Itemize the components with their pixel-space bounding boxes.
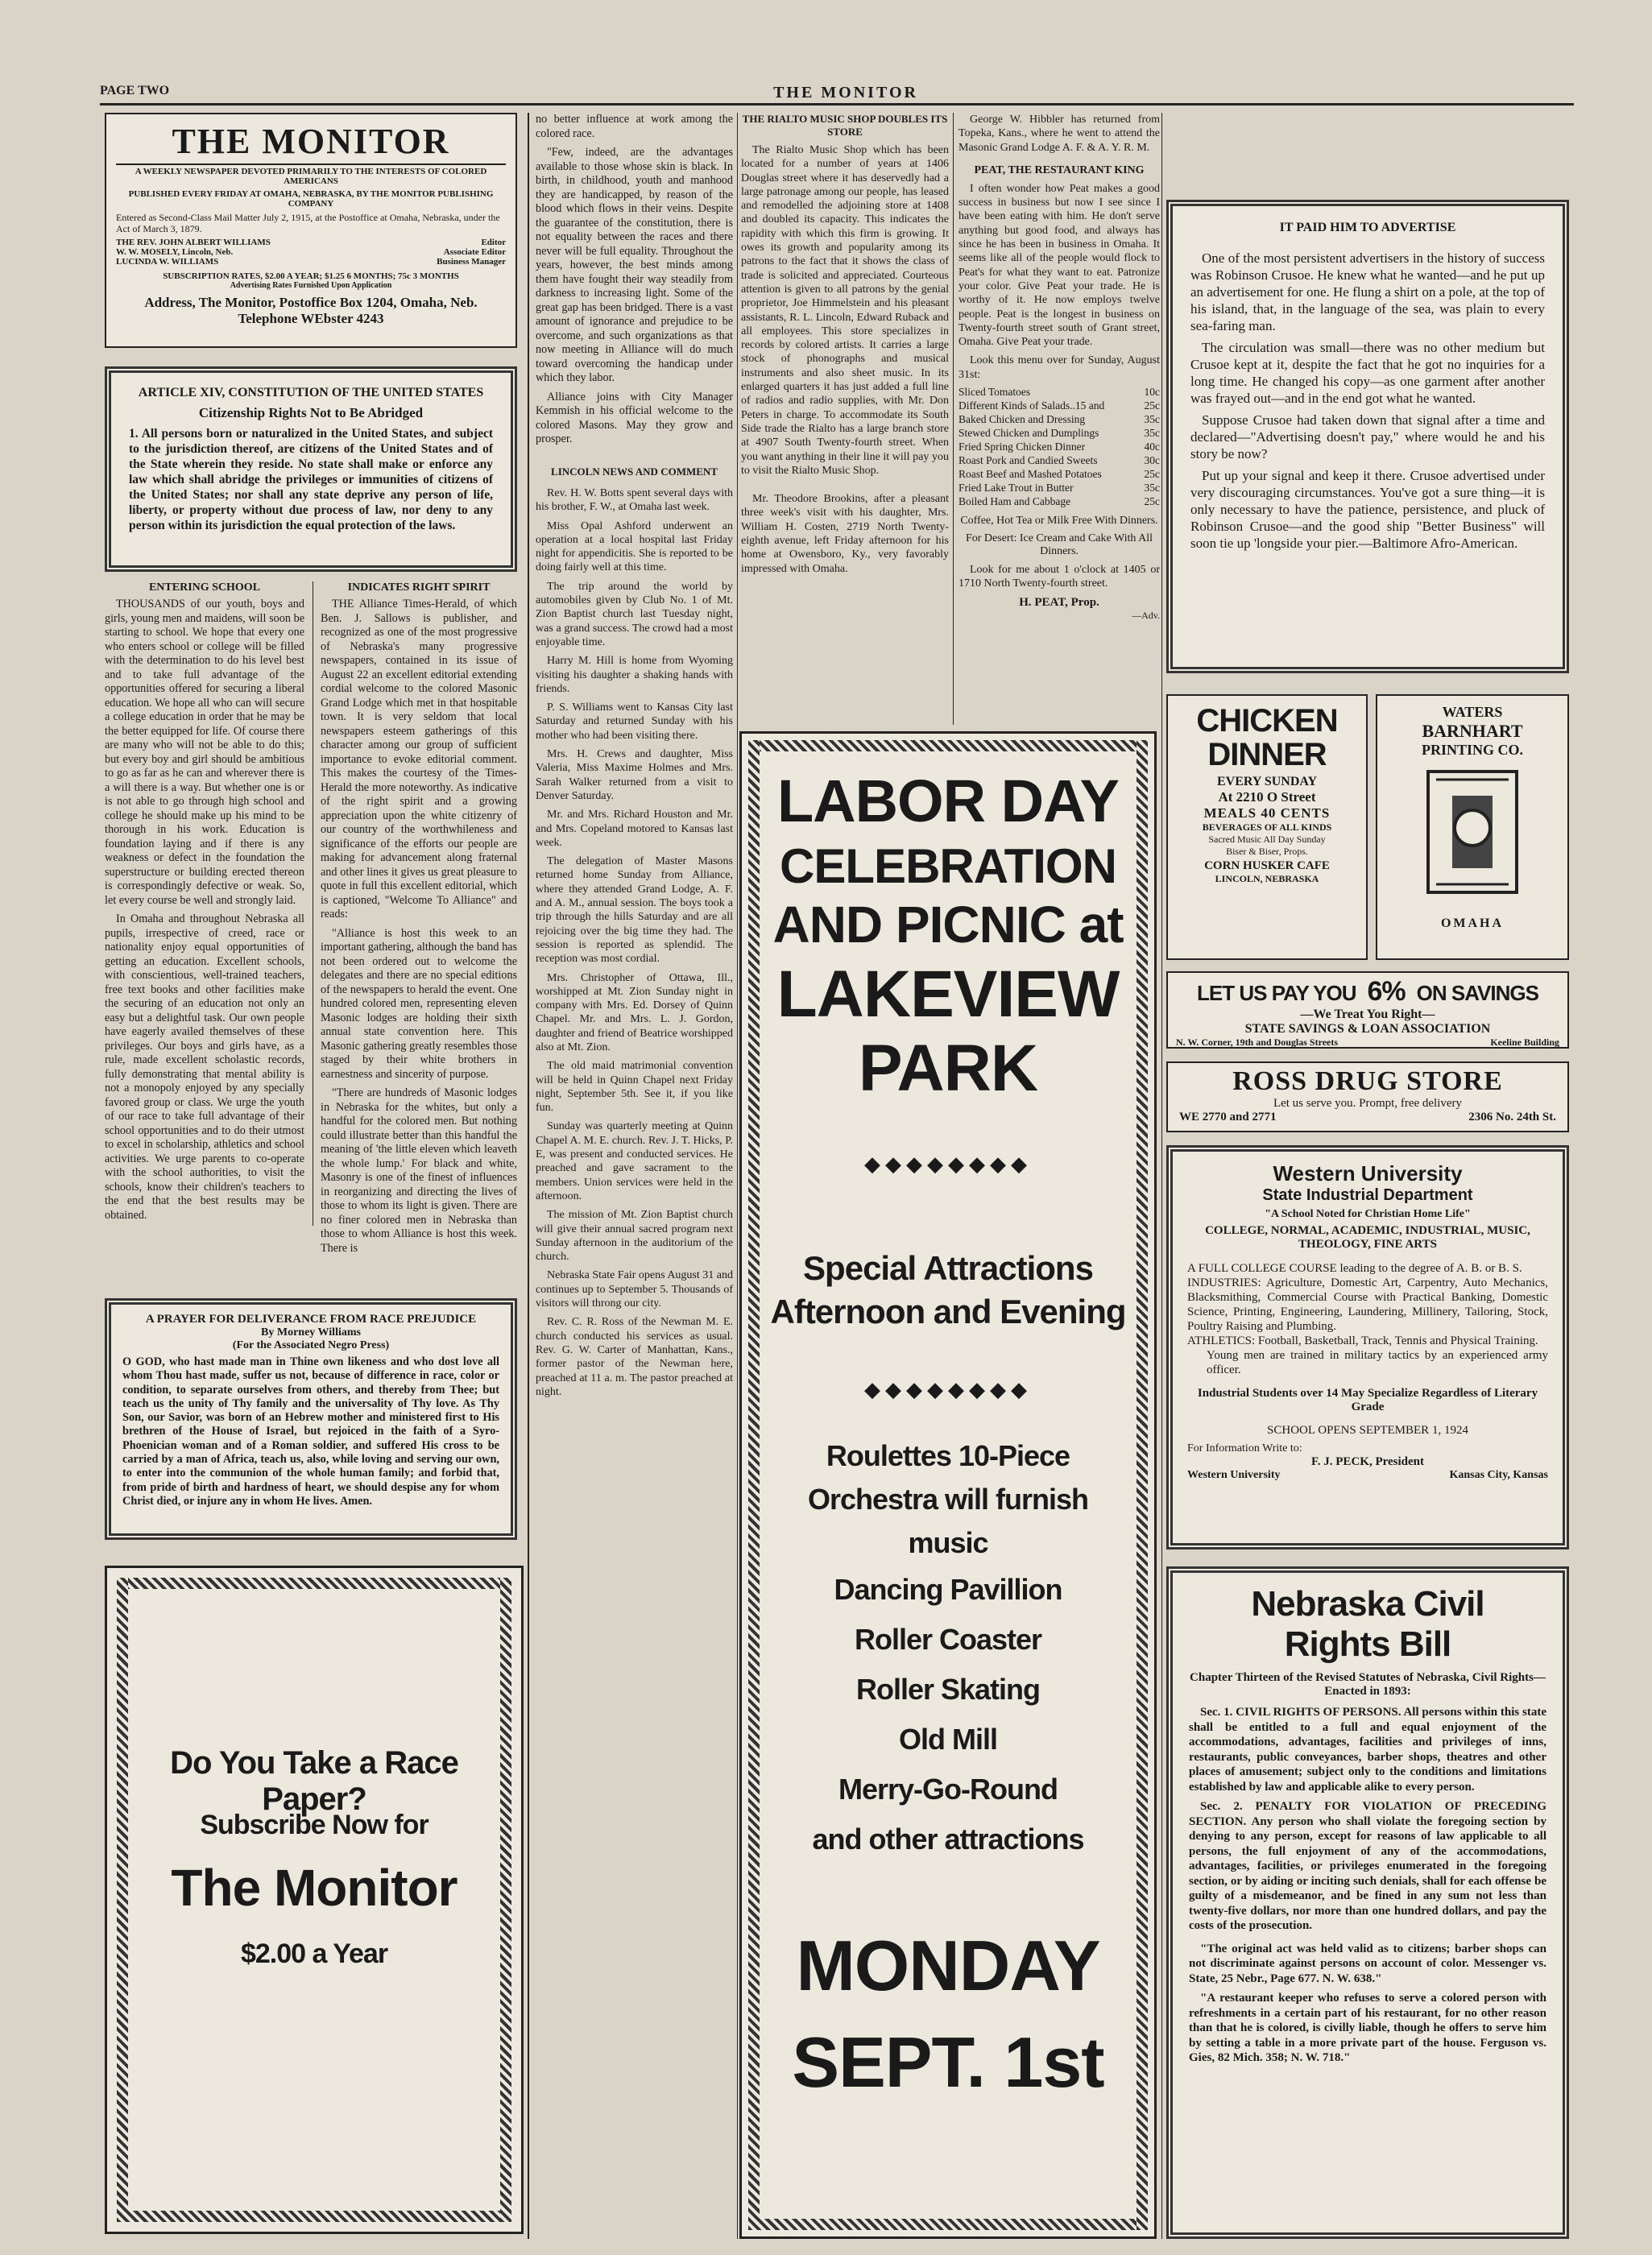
waters-line: PRINTING CO. bbox=[1421, 742, 1523, 758]
chicken-title: DINNER bbox=[1207, 737, 1327, 772]
running-head: THE MONITOR bbox=[773, 84, 918, 101]
lincoln-news-title: LINCOLN NEWS AND COMMENT bbox=[551, 465, 718, 478]
attraction: Roller Skating bbox=[855, 1673, 1041, 1706]
paragraph: "Alliance is host this week to an important gathering, although the band has not been ordered out to welcome the delegates and there are no special editions of the newspapers to herald the event. One hundred colored men, representing eleven Masonic lodges are holding their sixth annual state convention here. This Masonic gathering greatly resembles those staged by their white brothers in earnestness and sincerity of purpose. bbox=[321, 926, 517, 1081]
right-spirit-title: INDICATES RIGHT SPIRIT bbox=[347, 581, 491, 594]
ad-border-left bbox=[117, 1578, 128, 2222]
paragraph: Mr. and Mrs. Richard Houston and Mr. and Mrs. Copeland motored to Kansas last week. bbox=[536, 809, 733, 849]
peat-menu bbox=[958, 385, 1160, 508]
savings-text: ON SAVINGS bbox=[1416, 981, 1538, 1005]
chicken-music: Sacred Music All Day Sunday bbox=[1208, 834, 1326, 845]
chicken-props: Biser & Biser, Props. bbox=[1226, 846, 1308, 857]
labor-day-headline: LABOR DAY bbox=[776, 768, 1120, 834]
labor-day-headline: LAKEVIEW bbox=[776, 958, 1120, 1031]
western-industries: INDUSTRIES: Agriculture, Domestic Art, Carpentry, Auto Mechanics, Blacksmithing, Commercial Course with Practical Banking, Domestic Science, Printing, Engineering, Laundering, Millinery, Tailoring, Stock, Poultry Raising and Plumbing. bbox=[1187, 1276, 1548, 1333]
western-military: Young men are trained in military tactics by an experienced army officer. bbox=[1207, 1349, 1548, 1376]
ad-border-left bbox=[748, 740, 760, 2230]
western-motto: "A School Noted for Christian Home Life" bbox=[1265, 1208, 1471, 1220]
article14-frame bbox=[105, 366, 517, 572]
paragraph: The Rialto Music Shop which has been located for a number of years at 1406 Douglas street where it has deservedly had a large patronage among our people, has leased and remodelled the adjoining store at 1408 and doubled its capacity. This indicates the rapidity with which this firm is growing. It owes its growth and popularity among its patrons to the fact that it shows the class of trade is solicited and appreciated. Courteous attention is given to all patrons by the genial proprietor, Joe Himmelstein and his pleasant assistants, R. L. Lincoln, Edward Ruback and all employees. This store specializes in records by colored artists. It carries a large stock of phonographs and musical instruments and also sheet music. In its enlarged quarters it has just added a full line of radios and radio supplies, with Mr. Don Peters in charge. To accommodate its South Side trade the Rialto has a large branch store at 4907 South Twenty-fourth street. When you want anything in their line it will pay you to visit the Rialto Music Shop. bbox=[741, 144, 949, 477]
ross-address: 2306 No. 24th St. bbox=[1468, 1111, 1556, 1123]
chicken-when: EVERY SUNDAY bbox=[1216, 775, 1318, 788]
civil-rights-title: Rights Bill bbox=[1284, 1624, 1451, 1664]
paragraph: no better influence at work among the colored race. bbox=[536, 113, 733, 140]
peat-article bbox=[958, 113, 1160, 725]
chicken-title: CHICKEN bbox=[1196, 703, 1338, 739]
menu-item: Fried Spring Chicken Dinner bbox=[958, 441, 1086, 453]
lincoln-news-article bbox=[536, 465, 733, 1545]
nameplate-phone: Telephone WEbster 4243 bbox=[238, 311, 384, 326]
column-rule bbox=[528, 113, 529, 2239]
western-opens: SCHOOL OPENS SEPTEMBER 1, 1924 bbox=[1267, 1424, 1468, 1437]
attraction: Roulettes 10-Piece bbox=[826, 1439, 1070, 1472]
paragraph: Mrs. H. Crews and daughter, Miss Valeria, Miss Maxime Holmes and Mrs. Sarah Walker returned from a visit to Denver Saturday. bbox=[536, 748, 733, 802]
paragraph: Mr. Theodore Brookins, after a pleasant three week's visit with his daughter, Mrs. William H. Costen, 2719 North Twenty-eighth avenue, left Friday afternoon for his home at Owensboro, Ky., very favorably impressed with Omaha. bbox=[741, 493, 949, 575]
state-savings-ad bbox=[1166, 971, 1569, 1049]
savings-address: N. W. Corner, 19th and Douglas Streets bbox=[1176, 1036, 1339, 1048]
paragraph: In Omaha and throughout Nebraska all pupils, irrespective of creed, race or nationality enjoy equal opportunities of getting an education. Excellent schools, with conscientious, well-trained teachers, free text books and other facilities make the securing of an education not only an easy but a delightful task. Our own people have eagerly availed themselves of these privileges. Our boys and girls have, as a rule, made excellent scholastic records, fully demonstrating that mental ability is not a monopoly enjoyed by any specially favored group or class. We urge the youth of our race to take full advantage of their school opportunities and to do their utmost to excel in scholarship, athletics and school activities. We urge parents to co-operate with the school authorities, to visit the schools, know their children's teachers to the end that the best results may be obtained. bbox=[105, 912, 304, 1222]
menu-price: 35c bbox=[1144, 427, 1160, 440]
labor-day-date: MONDAY bbox=[796, 1926, 1100, 2005]
waters-line: BARNHART bbox=[1422, 721, 1523, 741]
ad-border-top bbox=[748, 740, 1148, 751]
savings-rate: 6% bbox=[1367, 976, 1406, 1007]
paragraph: The old maid matrimonial convention will be held in Quinn Chapel next Friday night, September 5th. See it, if you like fun. bbox=[536, 1060, 733, 1115]
ross-tagline: Let us serve you. Prompt, free delivery bbox=[1273, 1097, 1463, 1110]
menu-item: Stewed Chicken and Dumplings bbox=[958, 427, 1099, 440]
right-spirit-article bbox=[321, 581, 517, 1255]
attraction: Dancing Pavillion bbox=[834, 1573, 1062, 1606]
nameplate-title: THE MONITOR bbox=[172, 122, 450, 161]
special-attractions: Special Attractions bbox=[803, 1249, 1093, 1287]
ross-name: ROSS DRUG STORE bbox=[1232, 1066, 1503, 1096]
chicken-extra: BEVERAGES OF ALL KINDS bbox=[1202, 821, 1332, 833]
paragraph: "Few, indeed, are the advantages available to those whose skin is black. In birth, in childhood, youth and manhood they are handicapped, by reason of the blood which flows in their veins. Despite the guarantee of the constitution, there is not equality between the races and there never will be full equality. Throughout the years, however, the best minds among them have fought their way steadily from darkness to increasing light. Some of the great gap has been bridged. There is a vast amount of ignorance and prejudice to be overcome, and such organizations as that now meeting in Alliance will do much toward overcoming the handicap under which they labor. bbox=[536, 146, 733, 384]
prayer-byline: By Morney Williams bbox=[261, 1326, 361, 1339]
attractions-list bbox=[766, 1434, 1130, 1864]
attraction: Merry-Go-Round bbox=[838, 1773, 1058, 1806]
western-university-ad bbox=[1166, 1145, 1569, 1550]
paragraph: THE Alliance Times-Herald, of which Ben. J. Sallows is publisher, and recognized as one of the most progressive of Nebraska's many progressive newspapers, contained in its issue of August 22 an excellent editorial extending cordial welcome to the colored Masonic Grand Lodge which met in that hospitable town. It is very seldom that local newspapers esteem gatherings of this character among our group of sufficient importance to evoke editorial comment. This makes the courtesy of the Times-Herald the more noteworthy. As indicative of the right spirit and a growing appreciation upon the white citizenry of our country of the worthwhileness and significance of the efforts our people are making for advancement along fraternal and other lines it gives us great pleasure to quote in full this excellent editorial, which is captioned, "Welcome To Alliance" and reads: bbox=[321, 598, 517, 921]
menu-price: 35c bbox=[1144, 482, 1160, 494]
waters-line: WATERS bbox=[1442, 704, 1503, 720]
paragraph: Suppose Crusoe had taken down that signal after a time and declared—"Advertising doesn't pay," where would he and his story be now? bbox=[1190, 412, 1545, 461]
menu-item: Roast Pork and Candied Sweets bbox=[958, 454, 1098, 467]
paragraph: Nebraska State Fair opens August 31 and continues up to September 5. Thousands of visitors will throng our city. bbox=[536, 1269, 733, 1310]
printing-press-icon bbox=[1412, 763, 1533, 916]
staff-name: LUCINDA W. WILLIAMS bbox=[116, 257, 219, 267]
western-name: Western University bbox=[1273, 1161, 1463, 1185]
race-paper-subscribe: Subscribe Now for bbox=[200, 1810, 429, 1840]
menu-price: 10c bbox=[1144, 386, 1160, 399]
paragraph: THOUSANDS of our youth, boys and girls, young men and maidens, will soon be starting to school. We hope that every one who enters school or college will be filled with the determination to do his level best and to take full advantage of the opportunities offered for securing a liberal education. We hope all who can will secure a college education in order that he may be the better equipped for life. Of course there are many who will not be able to do this; but every boy and girl should be ambitious to go as far as he can and wherever there is a will there is a way. But whether one is or is not able to go through high school and college he should make up his mind to be thorough in his work. Education is foundation laying and if there is any weakness or defect in the foundation the superstructure or building erected thereon is correspondingly defective or weak. So, let every course be well and strongly laid. bbox=[105, 598, 304, 907]
western-president: F. J. PECK, President bbox=[1310, 1455, 1424, 1468]
peat-drinks: Coffee, Hot Tea or Milk Free With Dinners. bbox=[960, 515, 1158, 528]
attraction: Roller Coaster bbox=[854, 1623, 1042, 1656]
civil-rights-section: Sec. 2. PENALTY FOR VIOLATION OF PRECEDING SECTION. Any person who shall violate the foregoing section by denying to any person, except for reasons of law applicable to all persons, the full enjoyment of any of the accommodations, advantages, facilities, or privileges enumerated in the foregoing section, or by aiding or inciting such denials, shall for each offense be guilty of a misdemeanor, and be fined in any sum not less than twenty-five dollars, nor more than one hundred dollars, and pay the costs of the prosecution. bbox=[1189, 1800, 1546, 1932]
race-paper-price: $2.00 a Year bbox=[240, 1938, 388, 1969]
nameplate-address: Address, The Monitor, Postoffice Box 1204, Omaha, Neb. bbox=[144, 295, 478, 310]
attraction: and other attractions bbox=[812, 1823, 1084, 1856]
paragraph: "There are hundreds of Masonic lodges in Nebraska for the whites, but only a handful for the colored men. But nothing could illustrate better than this handful the meaning of 'the little eleven which leaveth the whole lump.' For black and white, Masonry is one of the finest of influences in reorganizing and directing the lives of those to whom its light is given. There are no finer colored men in Nebraska than those to whom Alliance is host this week. There is bbox=[321, 1086, 517, 1255]
menu-item: Roast Beef and Mashed Potatoes bbox=[958, 468, 1102, 481]
paragraph: Alliance joins with City Manager Kemmish in his official welcome to the colored Masons. May they grow and prosper. bbox=[536, 390, 733, 445]
menu-item: Fried Lake Trout in Butter bbox=[958, 482, 1074, 494]
labor-day-headline: AND PICNIC at bbox=[772, 896, 1124, 954]
paragraph: P. S. Williams went to Kansas City last Saturday and returned Sunday with his mother who had been visiting there. bbox=[536, 701, 733, 742]
attraction: Orchestra will furnish bbox=[807, 1483, 1089, 1516]
nameplate-rule bbox=[116, 163, 506, 165]
attraction: music bbox=[908, 1526, 988, 1559]
diamond-divider: ◆◆◆◆◆◆◆◆ bbox=[864, 1378, 1032, 1401]
staff-role: Business Manager bbox=[437, 257, 506, 267]
hibbler-item: George W. Hibbler has returned from Topeka, Kans., where he went to attend the Masonic Grand Lodge A. F. & A. Y. R. M. bbox=[958, 114, 1160, 154]
menu-price: 25c bbox=[1144, 468, 1160, 481]
ad-border-bottom bbox=[117, 2211, 511, 2222]
paragraph: One of the most persistent advertisers in the history of success was Robinson Crusoe. He knew what he wanted—and he put up an advertisement for one. He flung a shirt on a pole, at the top of his island, that, in the language of the sea, was plain to every sea-faring man. bbox=[1190, 250, 1545, 333]
paragraph: The delegation of Master Masons returned home Sunday from Alliance, where they attended Grand Lodge, A. F. and A. M., annual session. The boys took a trip through the hills Saturday and are all rejoicing over the big time they had. The session is reported as splendid. The reception was most cordial. bbox=[536, 855, 733, 966]
diamond-divider: ◆◆◆◆◆◆◆◆ bbox=[864, 1152, 1032, 1176]
staff-role: Editor bbox=[481, 238, 506, 247]
paragraph: The trip around the world by automobiles given by Club No. 1 of Mt. Zion Baptist church last Tuesday night, was a grand success. The crowd had a most enjoyable time. bbox=[536, 580, 733, 648]
rialto-title: THE RIALTO MUSIC SHOP DOUBLES ITS STORE bbox=[742, 113, 948, 138]
labor-day-date: SEPT. 1st bbox=[792, 2022, 1104, 2102]
western-courses: COLLEGE, NORMAL, ACADEMIC, INDUSTRIAL, MUSIC, THEOLOGY, FINE ARTS bbox=[1205, 1224, 1530, 1251]
race-paper-name: The Monitor bbox=[171, 1859, 458, 1917]
advertise-frame bbox=[1166, 200, 1569, 673]
rialto-article bbox=[741, 113, 949, 725]
labor-day-headline: PARK bbox=[858, 1032, 1038, 1105]
paragraph: Rev. C. R. Ross of the Newman M. E. church conducted his services as usual. Rev. G. W. Carter of Manhattan, Kans., former pastor of the Newman here, preached at 11 a. m. The pastor preached at night. bbox=[536, 1316, 733, 1398]
staff-list bbox=[116, 238, 506, 267]
menu-item: Boiled Ham and Cabbage bbox=[958, 495, 1071, 508]
menu-item: Different Kinds of Salads..15 and bbox=[958, 399, 1105, 412]
prayer-title: A PRAYER FOR DELIVERANCE FROM RACE PREJUDICE bbox=[145, 1313, 477, 1326]
ross-phones: WE 2770 and 2771 bbox=[1179, 1111, 1277, 1123]
ad-border-top bbox=[117, 1578, 511, 1589]
ross-drug-ad bbox=[1166, 1061, 1569, 1132]
article14-subtitle: Citizenship Rights Not to Be Abridged bbox=[198, 405, 424, 420]
chicken-city: LINCOLN, NEBRASKA bbox=[1215, 873, 1319, 884]
civil-rights-box bbox=[1166, 1566, 1569, 2239]
menu-item: Sliced Tomatoes bbox=[958, 386, 1031, 399]
column-rule bbox=[1161, 113, 1162, 2239]
peat-menu-intro: Look this menu over for Sunday, August 31st: bbox=[958, 354, 1160, 381]
entering-school-title: ENTERING SCHOOL bbox=[148, 581, 261, 594]
paragraph: Put up your signal and keep it there. Crusoe advertised under very discouraging circumstances. You've got a sure thing—it is only necessary to have the patience, persistence, and pluck of Robinson Crusoe—and the good ship "Better Business" will soon tie up 'longside your pier.—Baltimore Afro-American. bbox=[1190, 468, 1545, 551]
staff-name: THE REV. JOHN ALBERT WILLIAMS bbox=[116, 238, 271, 247]
civil-rights-title: Nebraska Civil bbox=[1251, 1584, 1484, 1624]
western-school: Western University bbox=[1187, 1469, 1281, 1481]
chicken-price: MEALS 40 CENTS bbox=[1203, 805, 1331, 821]
race-paper-ad bbox=[105, 1566, 524, 2234]
western-students: Industrial Students over 14 May Specialize Regardless of Literary Grade bbox=[1197, 1387, 1538, 1413]
prayer-frame bbox=[105, 1298, 517, 1540]
waters-barnhart-ad bbox=[1376, 694, 1569, 960]
nameplate-tagline: A WEEKLY NEWSPAPER DEVOTED PRIMARILY TO THE INTERESTS OF COLORED AMERICANS bbox=[135, 167, 487, 186]
paragraph: Sunday was quarterly meeting at Quinn Chapel A. M. E. church. Rev. J. T. Hicks, P. E, was present and conducted services. He preached and gave sacrament to the members. Union services were held in the afternoon. bbox=[536, 1120, 733, 1202]
paragraph: The circulation was small—there was no other medium but Crusoe kept at it, despite the fact that he got no inquiries for a long time. He changed his copy—as one garment after another was frayed out—and in the end got what he wanted. bbox=[1190, 340, 1545, 406]
chicken-dinner-ad bbox=[1166, 694, 1368, 960]
chicken-where: At 2210 O Street bbox=[1218, 789, 1316, 805]
paragraph: Harry M. Hill is home from Wyoming visiting his daughter a shaking hands with friends. bbox=[536, 655, 733, 695]
special-attractions: Afternoon and Evening bbox=[770, 1293, 1126, 1330]
labor-day-ad bbox=[739, 731, 1157, 2239]
western-city: Kansas City, Kansas bbox=[1449, 1469, 1548, 1481]
article14-title: ARTICLE XIV, CONSTITUTION OF THE UNITED STATES bbox=[138, 386, 484, 399]
menu-price: 25c bbox=[1144, 399, 1160, 412]
menu-item: Baked Chicken and Dressing bbox=[958, 413, 1086, 426]
paragraph: Rev. H. W. Botts spent several days with his brother, F. W., at Omaha last week. bbox=[536, 487, 733, 514]
prayer-body: O GOD, who hast made man in Thine own likeness and who dost love all whom Thou hast made, suffer us not, because of difference in race, color or condition, to separate ourselves from others, and thereby from Thee; but teach us the unity of Thy family and the universality of Thy love. As Thy Son, our Savior, was born of an Hebrew mother and ministered first to His brethren of the House of Israel, but rejoiced in the faith of a Syro-Phoenician woman and of a Roman soldier, and suffered His cross to be carried by a man of Africa, teach us, also, while loving and serving our own, to enter into the communion of the whole human family; and forbid that, from pride of birth and hardness of heart, we should despise any for whom Christ died, or injure any in whom He lives. Amen. bbox=[122, 1355, 499, 1508]
paragraph: The mission of Mt. Zion Baptist church will give their annual sacred program next Sunday afternoon in the auditorium of the church. bbox=[536, 1209, 733, 1264]
entering-school-article bbox=[105, 581, 304, 1238]
race-paper-headline: Do You Take a Race Paper? bbox=[170, 1745, 458, 1817]
peat-adv: —Adv. bbox=[1132, 609, 1160, 621]
civil-rights-subtitle: Chapter Thirteen of the Revised Statutes of Nebraska, Civil Rights—Enacted in 1893: bbox=[1190, 1671, 1546, 1698]
staff-name: W. W. MOSELY, Lincoln, Neb. bbox=[116, 247, 234, 257]
civil-rights-section: Sec. 1. CIVIL RIGHTS OF PERSONS. All persons within this state shall be entitled to a full and equal enjoyment of the accommodations, advantages, facilities and privileges of inns, restaurants, public conveyances, barber shops, theatres and other places of amusement; subject only to the conditions and limitations established by law and applicable alike to every person. bbox=[1189, 1706, 1546, 1794]
prayer-credit: (For the Associated Negro Press) bbox=[232, 1339, 390, 1351]
menu-price: 30c bbox=[1144, 454, 1160, 467]
ad-border-bottom bbox=[748, 2219, 1148, 2230]
waters-city: OMAHA bbox=[1440, 916, 1505, 930]
savings-building: Keeline Building bbox=[1490, 1036, 1559, 1048]
ad-border-right bbox=[1137, 740, 1148, 2230]
paragraph: Mrs. Christopher of Ottawa, Ill., worshipped at Mt. Zion Sunday night in company with Mrs. Ed. Dorsey of Quinn Chapel. Mr. and Mrs. L. J. Gordon, daughter and friend of Beatrice worshipped also at Mt. Zion. bbox=[536, 971, 733, 1053]
column-rule bbox=[737, 113, 738, 2239]
article14-body: 1. All persons born or naturalized in the United States, and subject to the jurisdiction thereof, are citizens of the United States and of the State wherein they reside. No state shall make or enforce any law which shall abridge the privileges or immunities of citizens of the United States; nor shall any state deprive any person of life, liberty, or property without due process of law, nor deny to any person within its jurisdiction the equal protection of the laws. bbox=[129, 427, 493, 532]
peat-closing: Look for me about 1 o'clock at 1405 or 1710 North Twenty-fourth street. bbox=[958, 564, 1160, 590]
masthead-rule bbox=[100, 103, 1574, 106]
menu-price: 25c bbox=[1144, 495, 1160, 508]
peat-body: I often wonder how Peat makes a good success in business but now I see since I have been eating with him. He don't serve anything but good food, and always has since he has been in business in Omaha. It seems like all of the people would flock to Peat's for what they want to eat. Patronize your color. Give Peat your trade. He is worthy of it. He now employs twelve people. Peat is the longest in business on Twenty-fourth street south of Grant street, Omaha. Give Peat your trade. bbox=[958, 182, 1160, 349]
chicken-cafe: CORN HUSKER CAFE bbox=[1204, 859, 1330, 872]
peat-signature: H. PEAT, Prop. bbox=[1019, 595, 1099, 609]
nameplate-publisher: PUBLISHED EVERY FRIDAY AT OMAHA, NEBRASKA, BY THE MONITOR PUBLISHING COMPANY bbox=[128, 189, 494, 209]
alliance-continued bbox=[536, 113, 733, 445]
column-rule bbox=[953, 113, 954, 725]
ad-border-right bbox=[500, 1578, 511, 2222]
menu-price: 40c bbox=[1144, 441, 1160, 453]
ad-rates: Advertising Rates Furnished Upon Application bbox=[230, 281, 392, 290]
labor-day-headline: CELEBRATION bbox=[780, 839, 1116, 893]
subscription-rates: SUBSCRIPTION RATES, $2.00 A YEAR; $1.25 6 MONTHS; 75c 3 MONTHS bbox=[163, 271, 459, 281]
menu-price: 35c bbox=[1144, 413, 1160, 426]
western-dept: State Industrial Department bbox=[1262, 1186, 1473, 1204]
savings-headline bbox=[1176, 976, 1559, 1008]
civil-rights-quote: "A restaurant keeper who refuses to serve a colored person with refreshments in a certain part of his restaurant, for no other reason than that he is colored, is civilly liable, though he offers to serve him by setting a table in a more private part of the house. Ferguson vs. Gies, 82 Mich. 358; N. W. 718." bbox=[1189, 1992, 1546, 2064]
nameplate-box bbox=[105, 113, 517, 348]
western-info: For Information Write to: bbox=[1187, 1442, 1302, 1454]
western-full: A FULL COLLEGE COURSE leading to the degree of A. B. or B. S. bbox=[1187, 1262, 1522, 1275]
page-label: PAGE TWO bbox=[100, 84, 170, 97]
nameplate-entry: Entered as Second-Class Mail Matter July 2, 1915, at the Postoffice at Omaha, Nebraska, under the Act of March 3, 1879. bbox=[116, 212, 500, 234]
savings-text: LET US PAY YOU bbox=[1197, 981, 1356, 1005]
western-athletics: ATHLETICS: Football, Basketball, Track, Tennis and Physical Training. bbox=[1187, 1334, 1538, 1347]
advertise-title: IT PAID HIM TO ADVERTISE bbox=[1279, 221, 1456, 234]
attraction: Old Mill bbox=[899, 1723, 997, 1756]
savings-name: STATE SAVINGS & LOAN ASSOCIATION bbox=[1244, 1022, 1491, 1036]
civil-rights-quote: "The original act was held valid as to citizens; barber shops can not discriminate against persons on account of color. Messenger vs. State, 25 Nebr., Page 677. N. W. 638." bbox=[1189, 1942, 1546, 1985]
savings-tagline: —We Treat You Right— bbox=[1300, 1008, 1435, 1021]
peat-dessert: For Desert: Ice Cream and Cake With All Dinners. bbox=[965, 532, 1153, 558]
paragraph: Miss Opal Ashford underwent an operation at a local hospital last Friday night for appendicitis. She is reported to be doing fairly well at this time. bbox=[536, 519, 733, 574]
peat-title: PEAT, THE RESTAURANT KING bbox=[974, 163, 1145, 176]
staff-role: Associate Editor bbox=[443, 247, 506, 257]
